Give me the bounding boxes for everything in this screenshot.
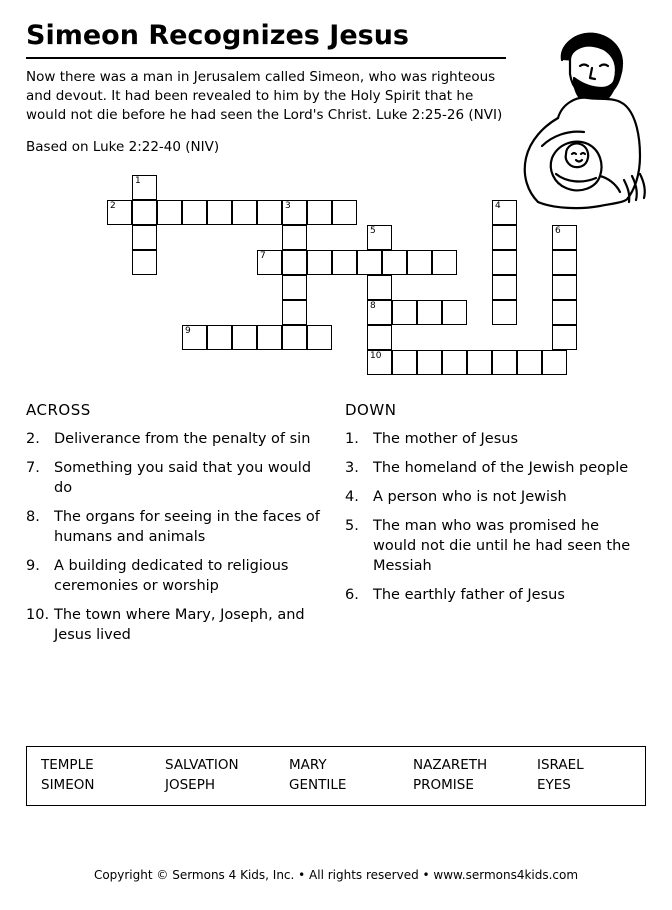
grid-cell[interactable]: [232, 325, 257, 350]
down-clue-5: [345, 516, 646, 576]
grid-cell[interactable]: [442, 300, 467, 325]
grid-cell[interactable]: [367, 300, 392, 325]
grid-cell[interactable]: [307, 200, 332, 225]
copyright-footer: Copyright © Sermons 4 Kids, Inc. • All rights reserved • www.sermons4kids.com: [93, 868, 579, 882]
grid-cell[interactable]: [282, 200, 307, 225]
grid-cell[interactable]: [367, 225, 392, 250]
grid-cell[interactable]: [282, 275, 307, 300]
grid-number: 9: [185, 326, 191, 336]
grid-cell[interactable]: [492, 225, 517, 250]
grid-cell[interactable]: [332, 250, 357, 275]
word-bank: [26, 746, 646, 806]
grid-cell[interactable]: [157, 200, 182, 225]
grid-cell[interactable]: [492, 275, 517, 300]
across-clue-2: [26, 429, 327, 449]
clue-number: 9.: [26, 558, 40, 574]
grid-number: 6: [555, 226, 561, 236]
grid-cell[interactable]: [307, 325, 332, 350]
clue-text: The town where Mary, Joseph, and Jesus lived: [54, 607, 305, 643]
clue-text: The mother of Jesus: [373, 431, 519, 447]
down-column: [345, 401, 646, 654]
word-bank-row: [41, 775, 631, 795]
grid-cell[interactable]: [282, 225, 307, 250]
grid-cell[interactable]: [392, 300, 417, 325]
clue-number: 6.: [345, 587, 359, 603]
grid-cell[interactable]: [132, 200, 157, 225]
crossword-grid: [26, 175, 646, 395]
grid-cell[interactable]: [467, 350, 492, 375]
grid-cell[interactable]: [207, 325, 232, 350]
grid-cell[interactable]: [232, 200, 257, 225]
grid-cell[interactable]: [132, 225, 157, 250]
word-bank-word: JOSEPH: [165, 777, 215, 793]
clue-number: 2.: [26, 431, 40, 447]
clue-text: The earthly father of Jesus: [373, 587, 565, 603]
across-clue-8: [26, 507, 327, 547]
grid-cell[interactable]: [432, 250, 457, 275]
clue-number: 8.: [26, 509, 40, 525]
grid-cell[interactable]: [207, 200, 232, 225]
word-bank-word: SIMEON: [41, 777, 95, 793]
grid-cell[interactable]: [552, 300, 577, 325]
scripture-verse: Now there was a man in Jerusalem called Simeon, who was righteous and devout. It had been revealed to him by the Holy Spirit that he would not die before he had seen the Lord's Christ. Luke 2:25-26 (NVI): [26, 69, 503, 123]
page-title: Simeon Recognizes Jesus: [26, 20, 506, 59]
grid-cell[interactable]: [552, 225, 577, 250]
grid-cell[interactable]: [492, 300, 517, 325]
grid-cell[interactable]: [182, 325, 207, 350]
clue-number: 5.: [345, 518, 359, 534]
grid-cell[interactable]: [257, 200, 282, 225]
clue-text: The organs for seeing in the faces of humans and animals: [54, 509, 320, 545]
down-heading: DOWN: [345, 401, 397, 419]
across-column: [26, 401, 327, 654]
clue-number: 1.: [345, 431, 359, 447]
grid-cell[interactable]: [132, 175, 157, 200]
grid-number: 3: [285, 201, 291, 211]
grid-cell[interactable]: [257, 325, 282, 350]
word-bank-row: [41, 755, 631, 775]
grid-cell[interactable]: [367, 325, 392, 350]
clue-number: 7.: [26, 460, 40, 476]
grid-number: 4: [495, 201, 501, 211]
word-bank-word: EYES: [537, 777, 571, 793]
grid-number: 5: [370, 226, 376, 236]
grid-cell[interactable]: [357, 250, 382, 275]
grid-number: 2: [110, 201, 116, 211]
across-clue-7: [26, 458, 327, 498]
word-bank-word: ISRAEL: [537, 757, 584, 773]
across-clue-10: [26, 605, 327, 645]
word-bank-word: MARY: [289, 757, 327, 773]
grid-cell[interactable]: [282, 325, 307, 350]
across-heading: ACROSS: [26, 401, 91, 419]
grid-cell[interactable]: [552, 275, 577, 300]
word-bank-word: TEMPLE: [41, 757, 94, 773]
grid-cell[interactable]: [542, 350, 567, 375]
grid-cell[interactable]: [182, 200, 207, 225]
grid-cell[interactable]: [442, 350, 467, 375]
down-clue-4: [345, 487, 646, 507]
clues-section: [26, 401, 646, 654]
clue-text: Deliverance from the penalty of sin: [54, 431, 311, 447]
based-on-line: Based on Luke 2:22-40 (NIV): [26, 139, 220, 155]
grid-number: 7: [260, 251, 266, 261]
grid-cell[interactable]: [332, 200, 357, 225]
grid-cell[interactable]: [367, 275, 392, 300]
grid-number: 8: [370, 301, 376, 311]
across-clue-9: [26, 556, 327, 596]
clue-text: A person who is not Jewish: [373, 489, 567, 505]
grid-number: 10: [370, 351, 382, 361]
grid-cell[interactable]: [417, 300, 442, 325]
grid-cell[interactable]: [367, 350, 392, 375]
word-bank-word: GENTILE: [289, 777, 347, 793]
clue-number: 3.: [345, 460, 359, 476]
clue-number: 10.: [26, 607, 50, 623]
grid-cell[interactable]: [552, 250, 577, 275]
grid-cell[interactable]: [517, 350, 542, 375]
grid-cell[interactable]: [407, 250, 432, 275]
word-bank-word: PROMISE: [413, 777, 474, 793]
word-bank-word: NAZARETH: [413, 757, 488, 773]
grid-cell[interactable]: [282, 300, 307, 325]
grid-cell[interactable]: [552, 325, 577, 350]
grid-cell[interactable]: [492, 200, 517, 225]
grid-cell[interactable]: [107, 200, 132, 225]
grid-cell[interactable]: [282, 250, 307, 275]
grid-cell[interactable]: [392, 350, 417, 375]
down-clue-1: [345, 429, 646, 449]
clue-text: A building dedicated to religious ceremonies or worship: [54, 558, 289, 594]
grid-cell[interactable]: [492, 350, 517, 375]
grid-cell[interactable]: [307, 250, 332, 275]
grid-cell[interactable]: [132, 250, 157, 275]
worksheet-page: [0, 20, 672, 910]
grid-cell[interactable]: [382, 250, 407, 275]
grid-number: 1: [135, 176, 141, 186]
down-clue-6: [345, 585, 646, 605]
word-bank-word: SALVATION: [165, 757, 239, 773]
clue-number: 4.: [345, 489, 359, 505]
grid-cell[interactable]: [492, 250, 517, 275]
clue-text: The man who was promised he would not die until he had seen the Messiah: [373, 518, 631, 574]
down-clue-3: [345, 458, 646, 478]
grid-cell[interactable]: [417, 350, 442, 375]
clue-text: The homeland of the Jewish people: [373, 460, 629, 476]
grid-cell[interactable]: [257, 250, 282, 275]
clue-text: Something you said that you would do: [54, 460, 312, 496]
